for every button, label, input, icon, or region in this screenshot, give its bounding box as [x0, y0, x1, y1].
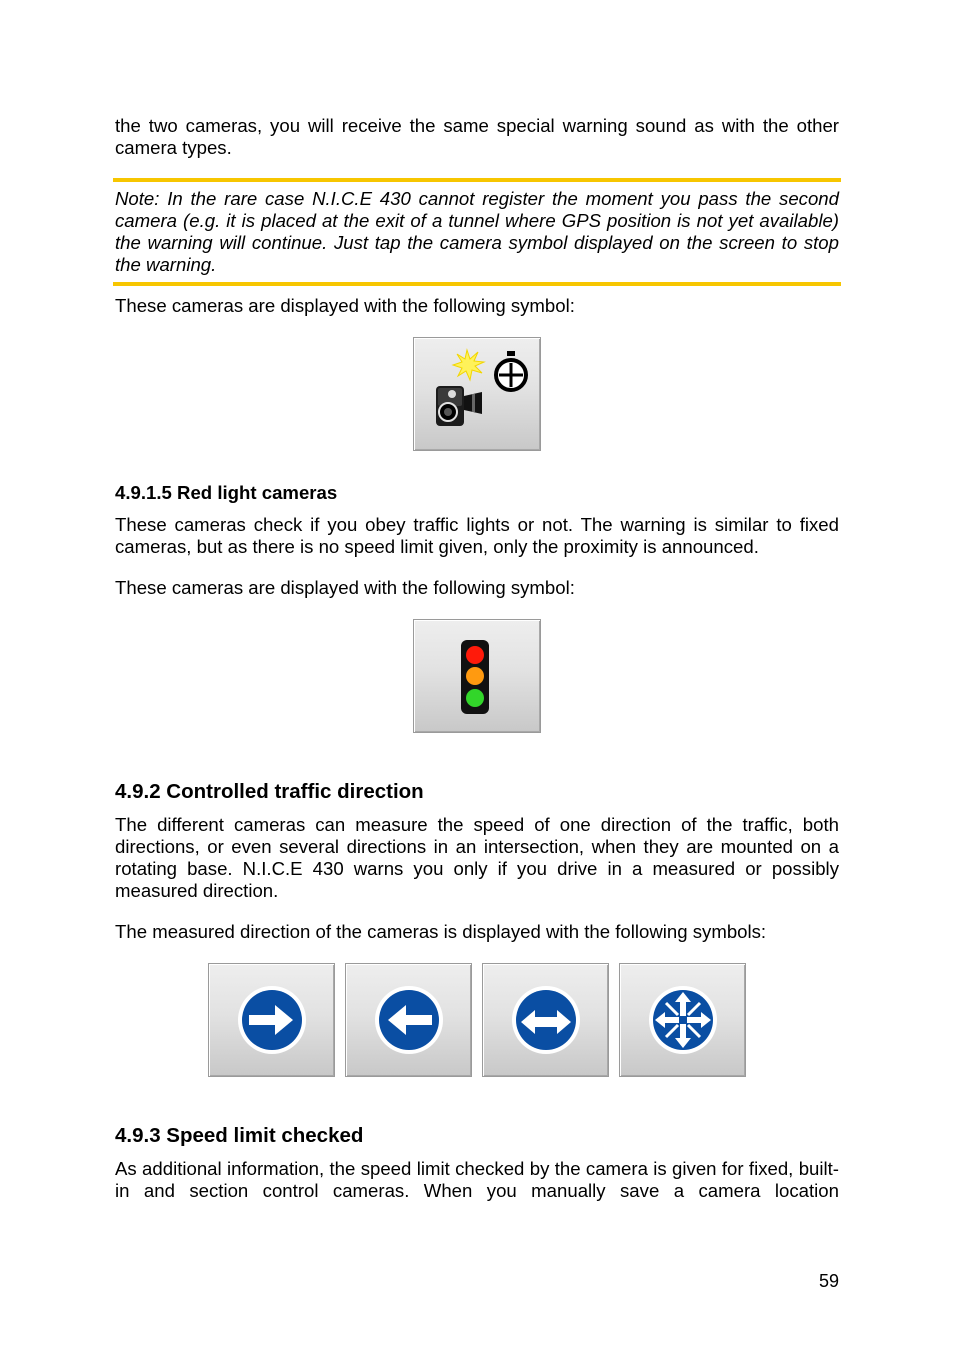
camera-flash-icon — [453, 350, 484, 380]
speed-limit-paragraph: As additional information, the speed limit checked by the camera is given for fixed, built-in and section control cameras. When you manually save a camera location — [115, 1158, 839, 1201]
direction-heading: 4.9.2 Controlled traffic direction — [115, 780, 424, 803]
arrow-right-icon — [208, 963, 335, 1077]
page-number: 59 — [818, 1271, 839, 1291]
section-control-symbol-intro: These cameras are displayed with the following symbol: — [115, 295, 575, 316]
section-speed-camera-icon — [413, 337, 541, 451]
note-top-bar — [113, 178, 841, 182]
green-lamp-icon — [466, 689, 484, 707]
speed-limit-heading: 4.9.3 Speed limit checked — [115, 1124, 364, 1147]
arrow-all-directions-icon — [619, 963, 746, 1077]
traffic-light-icon — [413, 619, 541, 733]
direction-symbol-intro: The measured direction of the cameras is displayed with the following symbols: — [115, 921, 767, 942]
red-light-paragraph: These cameras check if you obey traffic lights or not. The warning is similar to fixed cameras, but as there is no speed limit given, only the proximity is announced. — [115, 514, 839, 557]
stopwatch-icon — [496, 351, 526, 390]
amber-lamp-icon — [466, 667, 484, 685]
red-lamp-icon — [466, 646, 484, 664]
intro-paragraph: the two cameras, you will receive the same special warning sound as with the other camera types. — [115, 115, 839, 158]
arrow-both-directions-icon — [482, 963, 609, 1077]
note-bottom-bar — [113, 282, 841, 286]
speed-camera-body-icon — [436, 386, 482, 426]
red-light-heading: 4.9.1.5 Red light cameras — [115, 482, 338, 503]
direction-paragraph: The different cameras can measure the speed of one direction of the traffic, both directions, or even several directions in an intersection, when they are mounted on a rotating base. N.I.C.E 430 warns you only if you drive in a measured or possibly measured direction. — [115, 814, 839, 901]
red-light-symbol-intro: These cameras are displayed with the following symbol: — [115, 577, 575, 598]
arrow-left-icon — [345, 963, 472, 1077]
note-text: Note: In the rare case N.I.C.E 430 cannot register the moment you pass the second camera (e.g. it is placed at the exit of a tunnel where GPS position is not yet available) the warning will continue. Just tap the camera symbol displayed on the screen to stop the warning. — [115, 188, 839, 275]
